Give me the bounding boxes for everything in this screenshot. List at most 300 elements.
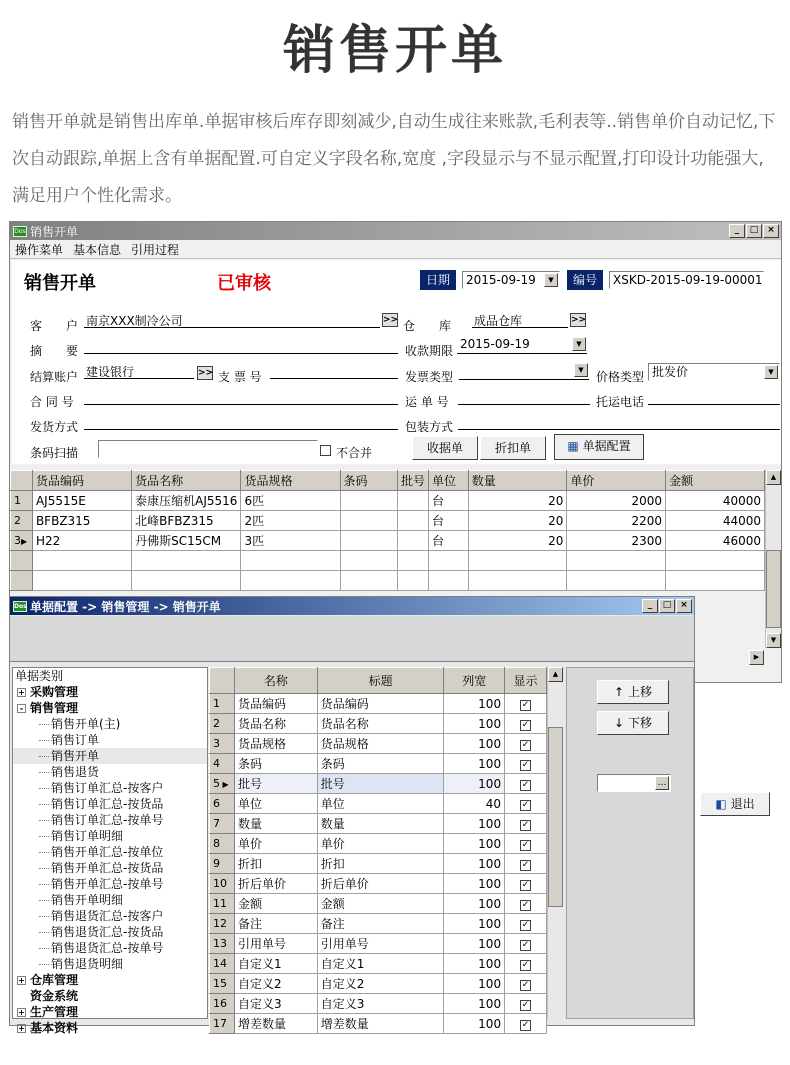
cell-spec[interactable]: 6匹 xyxy=(241,491,340,511)
account-field[interactable]: 建设银行 xyxy=(84,363,194,379)
cell-field-name[interactable]: 金额 xyxy=(235,894,318,914)
ellipsis-icon[interactable]: … xyxy=(655,776,669,790)
table-row[interactable] xyxy=(210,894,547,914)
cell-width[interactable]: 100 xyxy=(444,974,505,994)
cell-qty[interactable]: 20 xyxy=(468,531,567,551)
tree-item[interactable] xyxy=(13,892,207,908)
tree-item-label: 销售订单汇总-按货品 xyxy=(51,797,164,811)
category-tree xyxy=(12,667,208,1035)
warehouse-lookup-button[interactable]: >> xyxy=(571,315,587,325)
cell-visible[interactable] xyxy=(505,974,547,994)
cell-qty[interactable]: 20 xyxy=(468,511,567,531)
table-row[interactable] xyxy=(210,814,547,834)
cell-width[interactable]: 100 xyxy=(444,874,505,894)
cell-amount[interactable]: 40000 xyxy=(666,491,765,511)
chevron-down-icon[interactable]: ▼ xyxy=(764,365,778,379)
tree-item[interactable] xyxy=(13,1004,207,1020)
warehouse-field[interactable]: 成品仓库 xyxy=(472,312,568,328)
cell-code[interactable]: BFBZ315 xyxy=(32,511,131,531)
col-header-spec[interactable]: 货品规格 xyxy=(241,471,340,491)
tree-item[interactable] xyxy=(13,700,207,716)
empty-cell[interactable] xyxy=(32,551,131,571)
close-button[interactable]: × xyxy=(763,224,779,238)
cell-field-name[interactable]: 折后单价 xyxy=(235,874,318,894)
cell-title[interactable]: 货品规格 xyxy=(317,734,444,754)
tree-item-label: 采购管理 xyxy=(30,685,79,699)
scroll-thumb[interactable] xyxy=(548,727,563,907)
cell-visible[interactable] xyxy=(505,874,547,894)
chevron-down-icon[interactable]: ▼ xyxy=(572,337,586,351)
cell-width[interactable]: 100 xyxy=(444,694,505,714)
cell-field-name[interactable]: 货品规格 xyxy=(235,734,318,754)
scroll-down-icon[interactable]: ▼ xyxy=(766,633,781,648)
table-row[interactable] xyxy=(210,914,547,934)
tree-item-label: 销售开单汇总-按单位 xyxy=(51,845,164,859)
table-row[interactable] xyxy=(210,714,547,734)
tree-item[interactable] xyxy=(13,732,207,748)
tree-item-label: 销售退货明细 xyxy=(51,957,124,971)
empty-cell[interactable] xyxy=(567,551,666,571)
tree-item-label: 资金系统 xyxy=(30,989,79,1003)
tree-item[interactable] xyxy=(13,860,207,876)
visible-checkbox[interactable]: ✓ xyxy=(521,800,530,810)
col-header-unit[interactable]: 单位 xyxy=(428,471,468,491)
visible-checkbox[interactable]: ✓ xyxy=(521,880,530,890)
cell-field-name[interactable]: 自定义1 xyxy=(235,954,318,974)
tree-item[interactable] xyxy=(13,1020,207,1036)
cell-width[interactable]: 100 xyxy=(444,954,505,974)
expand-icon[interactable]: + xyxy=(18,976,25,985)
visible-checkbox[interactable]: ✓ xyxy=(521,860,530,870)
account-lookup-button[interactable]: >> xyxy=(198,368,214,378)
empty-cell[interactable] xyxy=(666,571,765,591)
customer-lookup-button[interactable]: >> xyxy=(383,315,399,325)
empty-cell[interactable] xyxy=(666,551,765,571)
leaf-icon[interactable] xyxy=(17,992,26,1001)
tree-item[interactable] xyxy=(13,988,207,1004)
table-row[interactable] xyxy=(210,774,547,794)
window-title: 销售开单 xyxy=(30,224,79,239)
number-field[interactable]: XSKD-2015-09-19-00001 xyxy=(609,271,764,289)
cell-width[interactable]: 100 xyxy=(444,834,505,854)
cell-field-name[interactable]: 引用单号 xyxy=(235,934,318,954)
cell-field-name[interactable]: 批号 xyxy=(235,774,318,794)
tree-branch-line xyxy=(39,740,49,741)
field-config-grid xyxy=(209,667,547,1034)
cell-width[interactable]: 100 xyxy=(444,754,505,774)
check-field[interactable] xyxy=(270,363,398,379)
row-number: 11 xyxy=(210,894,235,914)
menu-basic-info[interactable]: 基本信息 xyxy=(73,242,122,257)
table-row[interactable] xyxy=(210,854,547,874)
col-header-code[interactable]: 货品编码 xyxy=(32,471,131,491)
expand-icon[interactable]: + xyxy=(18,1024,25,1033)
cell-visible[interactable] xyxy=(505,794,547,814)
table-row[interactable] xyxy=(11,551,765,571)
scroll-thumb[interactable] xyxy=(766,550,781,628)
collapse-icon[interactable]: - xyxy=(17,704,26,713)
expand-icon[interactable]: + xyxy=(18,688,25,697)
chevron-down-icon[interactable]: ▼ xyxy=(544,273,558,287)
empty-cell[interactable] xyxy=(132,571,241,591)
cell-width[interactable]: 100 xyxy=(444,714,505,734)
tree-item-label: 销售订单汇总-按客户 xyxy=(51,781,164,795)
cell-title[interactable]: 引用单号 xyxy=(317,934,444,954)
table-row[interactable] xyxy=(210,874,547,894)
tree-item-label: 销售管理 xyxy=(30,701,79,715)
visible-checkbox[interactable]: ✓ xyxy=(521,740,530,750)
cell-visible[interactable] xyxy=(505,834,547,854)
visible-checkbox[interactable]: ✓ xyxy=(521,980,530,990)
tree-item[interactable] xyxy=(13,940,207,956)
cell-price[interactable]: 2300 xyxy=(567,531,666,551)
tree-branch-line xyxy=(39,772,49,773)
cell-title[interactable]: 批号 xyxy=(317,774,444,794)
table-row[interactable] xyxy=(210,954,547,974)
cell-visible[interactable] xyxy=(505,734,547,754)
picker-field[interactable] xyxy=(597,774,671,792)
visible-checkbox[interactable]: ✓ xyxy=(521,820,530,830)
visible-checkbox[interactable]: ✓ xyxy=(521,940,530,950)
items-grid xyxy=(10,470,765,591)
table-row[interactable] xyxy=(210,794,547,814)
cell-visible[interactable] xyxy=(505,994,547,1014)
pack-field[interactable] xyxy=(458,414,780,430)
table-row[interactable] xyxy=(210,834,547,854)
empty-cell[interactable] xyxy=(340,551,397,571)
tree-item[interactable] xyxy=(13,844,207,860)
cell-price[interactable]: 2000 xyxy=(567,491,666,511)
tree-item-label: 销售退货 xyxy=(51,765,100,779)
tree-item[interactable] xyxy=(13,924,207,940)
row-number: 5 ▶ xyxy=(210,774,235,794)
cell-field-name[interactable]: 单位 xyxy=(235,794,318,814)
move-up-label: 上移 xyxy=(627,685,652,699)
minimize-button[interactable]: _ xyxy=(729,224,745,238)
empty-cell[interactable] xyxy=(32,571,131,591)
cell-field-name[interactable]: 自定义2 xyxy=(235,974,318,994)
merge-checkbox[interactable] xyxy=(320,445,331,456)
empty-cell[interactable] xyxy=(567,571,666,591)
waybill-field[interactable] xyxy=(458,389,590,405)
due-label: 收款期限 xyxy=(405,344,454,358)
cell-visible[interactable] xyxy=(505,694,547,714)
visible-checkbox[interactable]: ✓ xyxy=(521,760,530,770)
table-row[interactable] xyxy=(11,531,765,551)
tree-branch-line xyxy=(39,916,49,917)
table-row[interactable] xyxy=(210,994,547,1014)
cell-field-name[interactable]: 备注 xyxy=(235,914,318,934)
row-number xyxy=(11,551,33,571)
cell-batch[interactable] xyxy=(397,511,428,531)
date-field[interactable]: 2015-09-19 ▼ xyxy=(462,271,560,289)
cell-spec[interactable]: 2匹 xyxy=(241,511,340,531)
shipping-phone-field[interactable] xyxy=(648,389,780,405)
cell-field-name[interactable]: 自定义3 xyxy=(235,994,318,1014)
row-number: 8 xyxy=(210,834,235,854)
col-header-price[interactable]: 单价 xyxy=(567,471,666,491)
contract-label: 合 同 号 xyxy=(30,395,74,409)
tree-item-label: 销售订单汇总-按单号 xyxy=(51,813,164,827)
app-icon: Dos xyxy=(14,227,26,235)
visible-checkbox[interactable]: ✓ xyxy=(521,700,530,710)
tree-branch-line xyxy=(39,900,49,901)
cell-width[interactable]: 100 xyxy=(444,914,505,934)
config-vertical-scrollbar[interactable] xyxy=(547,667,563,1019)
cell-unit[interactable]: 台 xyxy=(428,511,468,531)
cell-visible[interactable] xyxy=(505,894,547,914)
close-button[interactable]: × xyxy=(676,599,692,613)
tree-item-label: 销售退货汇总-按单号 xyxy=(51,941,164,955)
table-row[interactable] xyxy=(210,734,547,754)
tree-item-label: 销售开单汇总-按单号 xyxy=(51,877,164,891)
tree-item-label: 销售开单明细 xyxy=(51,893,124,907)
config-button[interactable] xyxy=(554,434,644,460)
expand-icon[interactable]: + xyxy=(18,1008,25,1017)
cell-width[interactable]: 100 xyxy=(444,934,505,954)
tree-branch-line xyxy=(39,932,49,933)
cell-title[interactable]: 条码 xyxy=(317,754,444,774)
exit-button[interactable] xyxy=(700,792,770,816)
cell-width[interactable]: 100 xyxy=(444,894,505,914)
grid-vertical-scrollbar[interactable] xyxy=(765,470,781,648)
cell-visible[interactable] xyxy=(505,934,547,954)
visible-checkbox[interactable]: ✓ xyxy=(521,780,530,790)
empty-cell[interactable] xyxy=(428,571,468,591)
tree-branch-line xyxy=(39,852,49,853)
cell-qty[interactable]: 20 xyxy=(468,491,567,511)
table-row[interactable] xyxy=(210,1014,547,1034)
tree-item[interactable] xyxy=(13,828,207,844)
cell-barcode[interactable] xyxy=(340,531,397,551)
current-row-icon: ▶ xyxy=(220,780,229,789)
empty-cell[interactable] xyxy=(132,551,241,571)
visible-checkbox[interactable]: ✓ xyxy=(521,920,530,930)
table-row[interactable] xyxy=(210,934,547,954)
invoice-type-field[interactable] xyxy=(459,362,589,380)
cell-spec[interactable]: 3匹 xyxy=(241,531,340,551)
empty-cell[interactable] xyxy=(428,551,468,571)
move-up-button[interactable] xyxy=(597,680,669,704)
menu-operations[interactable]: 操作菜单 xyxy=(15,242,64,257)
cell-width[interactable]: 100 xyxy=(444,994,505,1014)
current-row-icon: ▶ xyxy=(21,537,28,546)
minimize-button[interactable]: _ xyxy=(642,599,658,613)
cell-amount[interactable]: 44000 xyxy=(666,511,765,531)
table-row[interactable] xyxy=(11,491,765,511)
visible-checkbox[interactable]: ✓ xyxy=(521,900,530,910)
col-header-qty[interactable]: 数量 xyxy=(468,471,567,491)
col-header-field-name[interactable]: 名称 xyxy=(235,668,318,694)
cell-width[interactable]: 100 xyxy=(444,734,505,754)
table-row[interactable] xyxy=(210,694,547,714)
arrow-up-icon: ↑ xyxy=(614,685,625,699)
row-number: 17 xyxy=(210,1014,235,1034)
cell-unit[interactable]: 台 xyxy=(428,491,468,511)
col-header-batch[interactable]: 批号 xyxy=(397,471,428,491)
tree-item[interactable] xyxy=(13,748,207,764)
cell-title[interactable]: 增差数量 xyxy=(317,1014,444,1034)
empty-cell[interactable] xyxy=(241,551,340,571)
cell-visible[interactable] xyxy=(505,814,547,834)
cell-title[interactable]: 货品编码 xyxy=(317,694,444,714)
empty-cell[interactable] xyxy=(468,571,567,591)
cell-title[interactable]: 数量 xyxy=(317,814,444,834)
cell-field-name[interactable]: 增差数量 xyxy=(235,1014,318,1034)
cell-visible[interactable] xyxy=(505,914,547,934)
price-type-label: 价格类型 xyxy=(596,370,645,384)
chevron-down-icon[interactable]: ▼ xyxy=(574,363,588,377)
cell-visible[interactable] xyxy=(505,1014,547,1034)
cell-name[interactable]: 北峰BFBZ315 xyxy=(132,511,241,531)
cell-width[interactable]: 100 xyxy=(444,774,505,794)
discount-button[interactable]: 折扣单 xyxy=(480,436,546,460)
tree-branch-line xyxy=(39,788,49,789)
tree-item[interactable] xyxy=(13,716,207,732)
col-header-title[interactable]: 标题 xyxy=(317,668,444,694)
row-number: 3▶ xyxy=(11,531,33,551)
due-date-field[interactable]: 2015-09-19 ▼ xyxy=(457,336,587,354)
receipt-button[interactable]: 收据单 xyxy=(412,436,478,460)
tree-item[interactable] xyxy=(13,876,207,892)
config-header-row xyxy=(210,668,547,694)
tree-item[interactable] xyxy=(13,780,207,796)
cell-batch[interactable] xyxy=(397,531,428,551)
empty-cell[interactable] xyxy=(468,551,567,571)
move-down-button[interactable] xyxy=(597,711,669,735)
contract-field[interactable] xyxy=(84,389,398,405)
cell-batch[interactable] xyxy=(397,491,428,511)
cell-title[interactable]: 自定义3 xyxy=(317,994,444,1014)
cell-name[interactable]: 泰康压缩机AJ5516 xyxy=(132,491,241,511)
empty-cell[interactable] xyxy=(340,571,397,591)
maximize-button[interactable]: □ xyxy=(746,224,762,238)
ship-method-field[interactable] xyxy=(84,414,398,430)
cell-visible[interactable] xyxy=(505,754,547,774)
menu-reference[interactable]: 引用过程 xyxy=(131,242,180,257)
tree-item-label: 销售退货汇总-按货品 xyxy=(51,925,164,939)
cell-title[interactable]: 折后单价 xyxy=(317,874,444,894)
cell-visible[interactable] xyxy=(505,714,547,734)
visible-checkbox[interactable]: ✓ xyxy=(521,1020,530,1030)
tree-item[interactable] xyxy=(13,956,207,972)
col-header-name[interactable]: 货品名称 xyxy=(132,471,241,491)
price-type-field[interactable]: 批发价 ▼ xyxy=(648,363,780,381)
cell-barcode[interactable] xyxy=(340,511,397,531)
cell-name[interactable]: 丹佛斯SC15CM xyxy=(132,531,241,551)
col-header-width[interactable]: 列宽 xyxy=(444,668,505,694)
cell-title[interactable]: 折扣 xyxy=(317,854,444,874)
row-number: 3 xyxy=(210,734,235,754)
scroll-up-icon[interactable]: ▲ xyxy=(548,667,563,682)
tree-item[interactable] xyxy=(13,812,207,828)
cell-code[interactable]: H22 xyxy=(32,531,131,551)
visible-checkbox[interactable]: ✓ xyxy=(521,1000,530,1010)
tree-item[interactable] xyxy=(13,796,207,812)
customer-field[interactable]: 南京XXX制冷公司 xyxy=(84,312,380,328)
cell-width[interactable]: 40 xyxy=(444,794,505,814)
table-row[interactable] xyxy=(210,754,547,774)
cell-visible[interactable] xyxy=(505,774,547,794)
scroll-up-icon[interactable]: ▲ xyxy=(766,470,781,485)
cell-field-name[interactable]: 数量 xyxy=(235,814,318,834)
check-label: 支 票 号 xyxy=(218,370,262,384)
col-header-visible[interactable]: 显示 xyxy=(505,668,547,694)
visible-checkbox[interactable]: ✓ xyxy=(521,720,530,730)
summary-field[interactable] xyxy=(84,338,398,354)
cell-width[interactable]: 100 xyxy=(444,1014,505,1034)
tree-item-label: 生产管理 xyxy=(30,1005,79,1019)
cell-visible[interactable] xyxy=(505,954,547,974)
row-number: 16 xyxy=(210,994,235,1014)
cell-title[interactable]: 金额 xyxy=(317,894,444,914)
cell-visible[interactable] xyxy=(505,854,547,874)
visible-checkbox[interactable]: ✓ xyxy=(521,840,530,850)
tree-branch-line xyxy=(39,756,49,757)
form-heading: 销售开单 xyxy=(24,273,96,294)
table-row[interactable] xyxy=(11,571,765,591)
cell-title[interactable]: 自定义1 xyxy=(317,954,444,974)
table-row[interactable] xyxy=(210,974,547,994)
tree-branch-line xyxy=(39,868,49,869)
maximize-button[interactable]: □ xyxy=(659,599,675,613)
app-icon: Dos xyxy=(14,602,27,610)
table-row[interactable] xyxy=(11,511,765,531)
cell-title[interactable]: 单价 xyxy=(317,834,444,854)
row-number: 6 xyxy=(210,794,235,814)
cell-width[interactable]: 100 xyxy=(444,814,505,834)
barcode-input[interactable] xyxy=(98,440,318,458)
cell-field-name[interactable]: 货品编码 xyxy=(235,694,318,714)
tree-branch-line xyxy=(39,804,49,805)
tree-item-label: 基本资料 xyxy=(30,1021,79,1035)
cell-amount[interactable]: 46000 xyxy=(666,531,765,551)
cell-field-name[interactable]: 条码 xyxy=(235,754,318,774)
cell-barcode[interactable] xyxy=(340,491,397,511)
cell-field-name[interactable]: 货品名称 xyxy=(235,714,318,734)
cell-field-name[interactable]: 折扣 xyxy=(235,854,318,874)
cell-title[interactable]: 自定义2 xyxy=(317,974,444,994)
col-header-amount[interactable]: 金额 xyxy=(666,471,765,491)
cell-code[interactable]: AJ5515E xyxy=(32,491,131,511)
arrow-down-icon: ↓ xyxy=(614,716,625,730)
row-number: 13 xyxy=(210,934,235,954)
row-number: 10 xyxy=(210,874,235,894)
tree-item-label: 销售开单 xyxy=(51,749,100,763)
scroll-right-icon[interactable]: ▶ xyxy=(749,650,764,665)
row-number: 15 xyxy=(210,974,235,994)
cell-title[interactable]: 货品名称 xyxy=(317,714,444,734)
empty-cell[interactable] xyxy=(241,571,340,591)
waybill-label: 运 单 号 xyxy=(405,395,449,409)
tree-item[interactable] xyxy=(13,908,207,924)
tree-item[interactable] xyxy=(13,972,207,988)
cell-title[interactable]: 备注 xyxy=(317,914,444,934)
status-badge: 已审核 xyxy=(217,273,271,294)
empty-cell[interactable] xyxy=(397,551,428,571)
cell-title[interactable]: 单位 xyxy=(317,794,444,814)
tree-item[interactable] xyxy=(13,684,207,700)
cell-width[interactable]: 100 xyxy=(444,854,505,874)
cell-price[interactable]: 2200 xyxy=(567,511,666,531)
col-header-barcode[interactable]: 条码 xyxy=(340,471,397,491)
row-number: 12 xyxy=(210,914,235,934)
visible-checkbox[interactable]: ✓ xyxy=(521,960,530,970)
cell-unit[interactable]: 台 xyxy=(428,531,468,551)
empty-cell[interactable] xyxy=(397,571,428,591)
tree-item[interactable] xyxy=(13,764,207,780)
cell-field-name[interactable]: 单价 xyxy=(235,834,318,854)
